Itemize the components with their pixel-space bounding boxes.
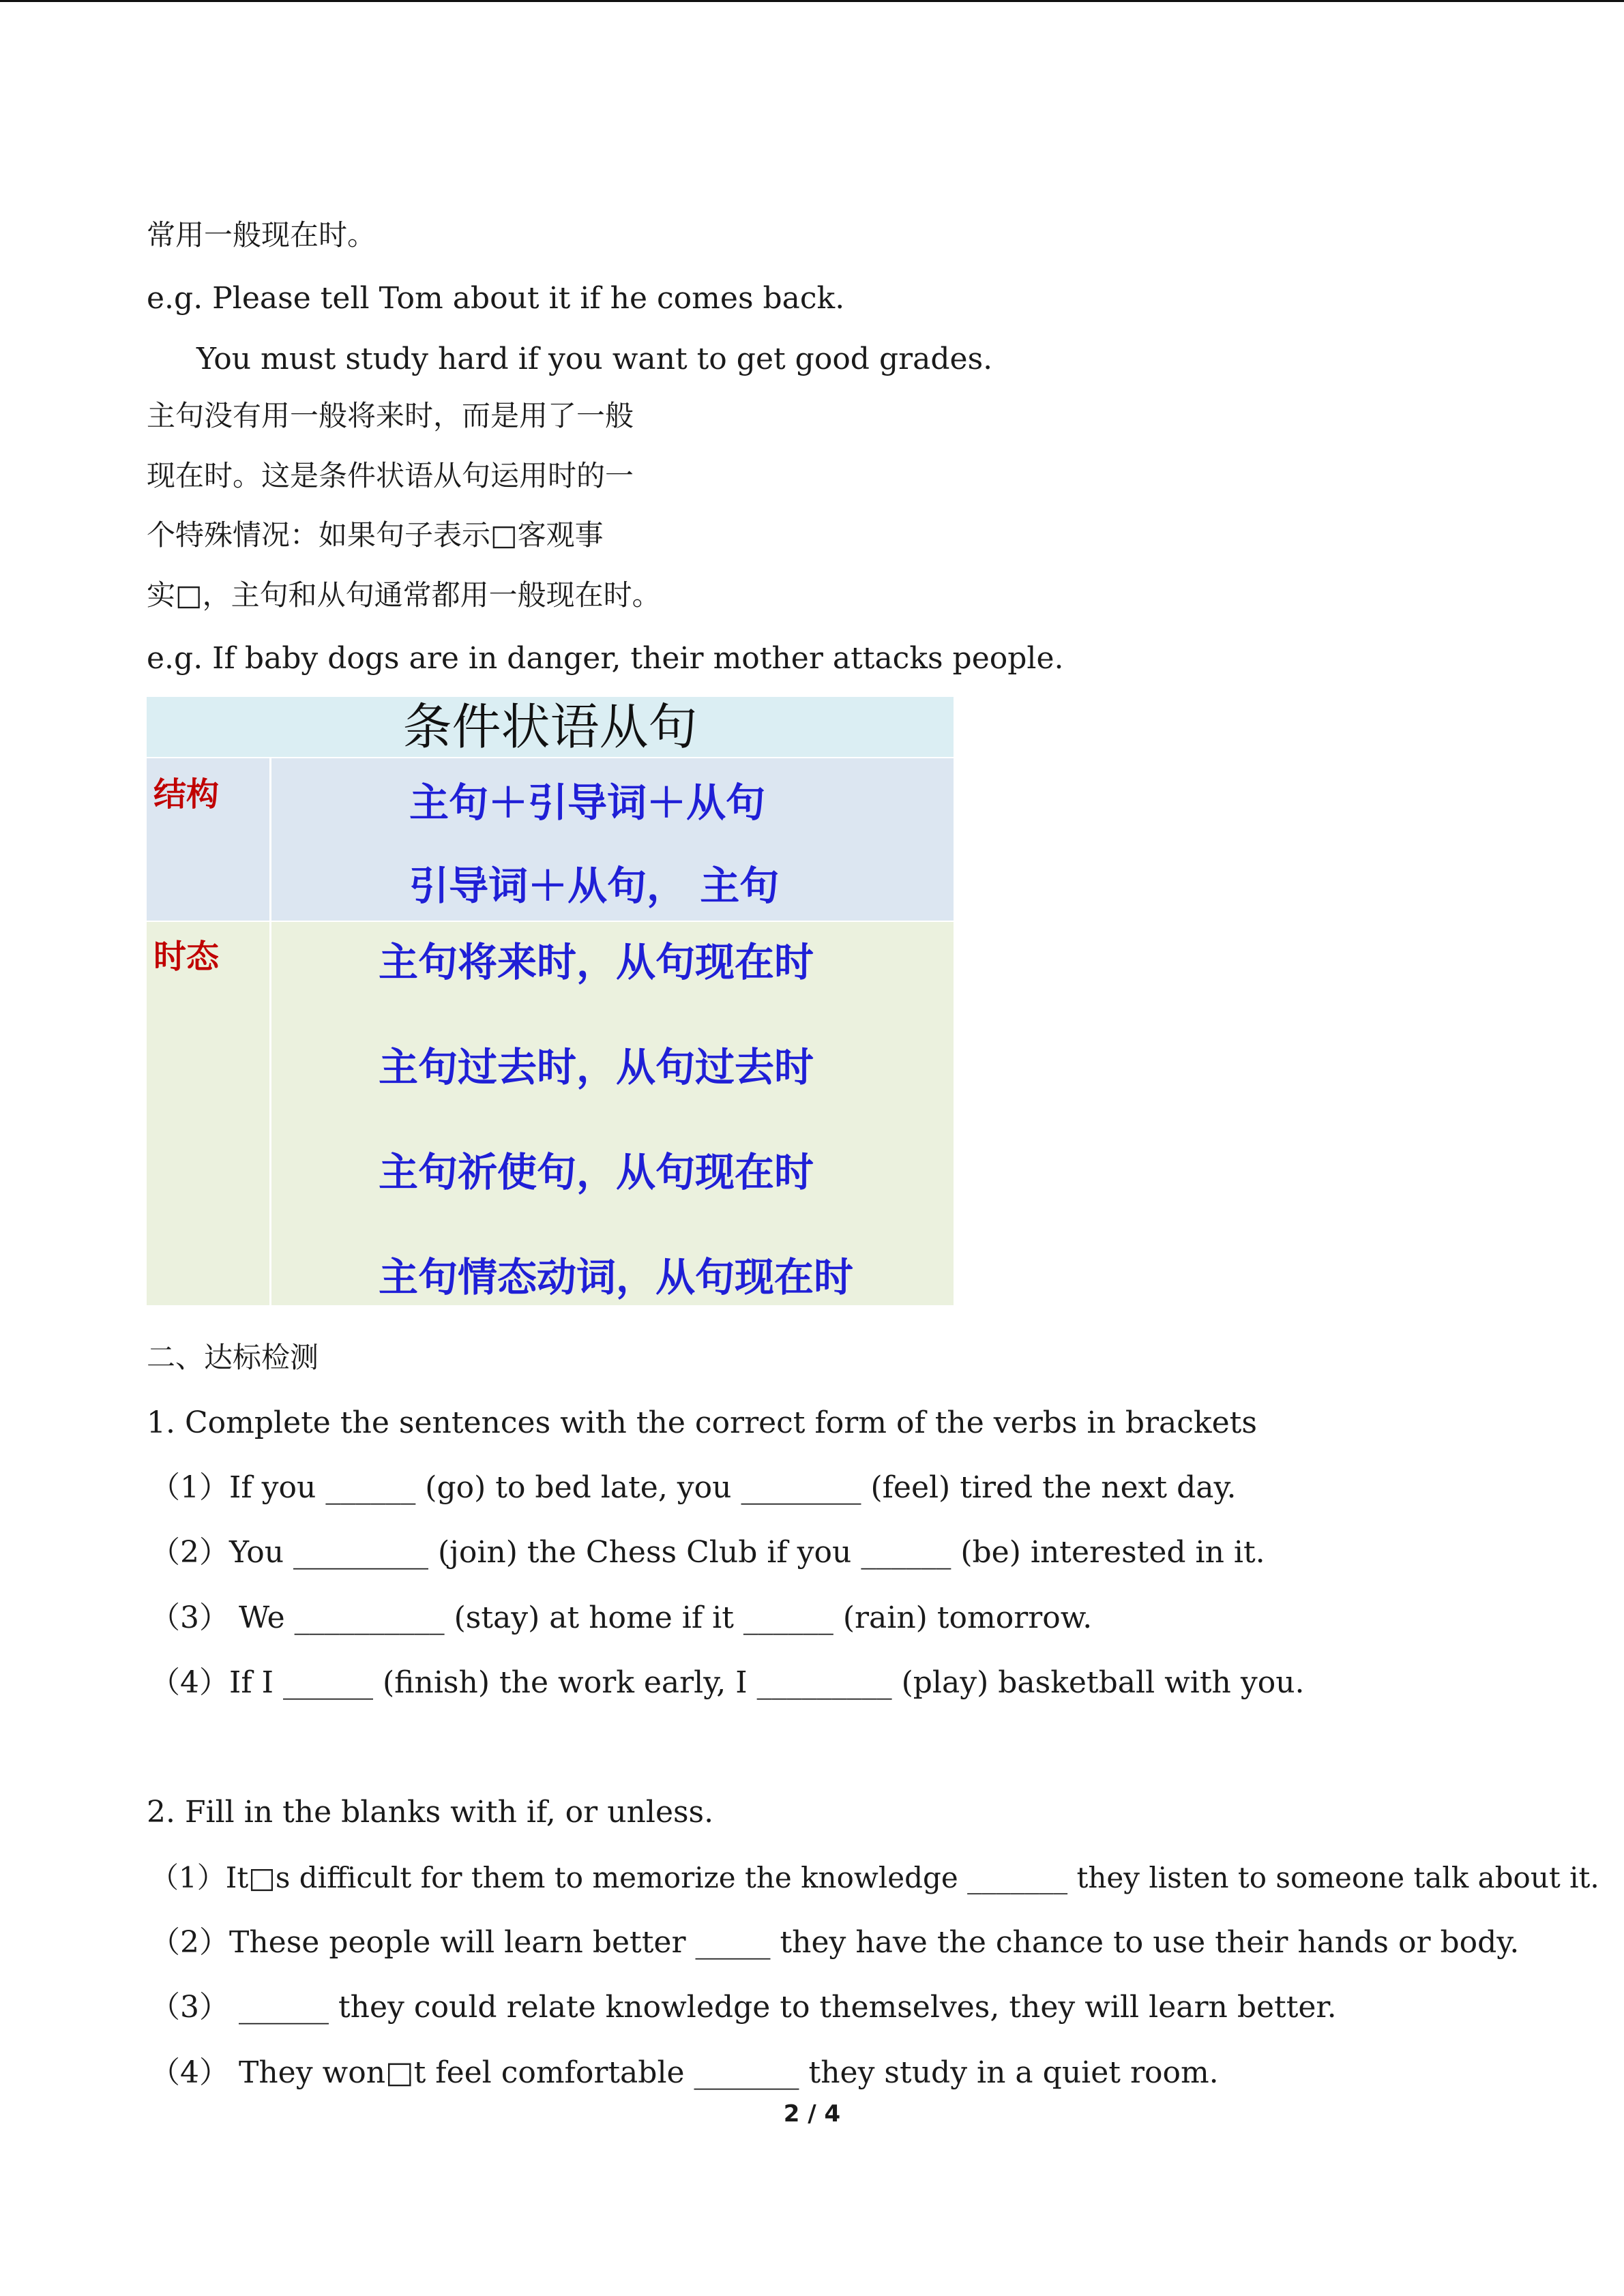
question-item: （3） ______ they could relate knowledge to themselves, they will learn better. bbox=[150, 1990, 1337, 2025]
question-title: 1. Complete the sentences with the correct form of the verbs in brackets bbox=[147, 1405, 1257, 1440]
question-item: （2）You _________ (join) the Chess Club if you ______ (be) interested in it. bbox=[150, 1535, 1265, 1570]
table-title: 条件状语从句 bbox=[147, 697, 954, 757]
section-heading: 二、达标检测 bbox=[147, 1341, 319, 1374]
page-number: 2 / 4 bbox=[783, 2100, 841, 2128]
grammar-table bbox=[147, 697, 954, 1305]
example-line: You must study hard if you want to get good grades. bbox=[196, 342, 993, 376]
text-line: 个特殊情况：如果句子表示□客观事 bbox=[147, 518, 604, 552]
text-line: 主句没有用一般将来时，而是用了一般 bbox=[147, 399, 634, 432]
structure-item: 引导词＋从句， 主句 bbox=[409, 863, 780, 909]
text-line: 实□，主句和从句通常都用一般现在时。 bbox=[147, 578, 661, 612]
structure-label: 结构 bbox=[153, 775, 220, 814]
example-line: e.g. Please tell Tom about it if he comes back. bbox=[147, 281, 845, 316]
question-item: （4） They won□t feel comfortable _______ they study in a quiet room. bbox=[150, 2055, 1219, 2090]
question-item: （1）If you ______ (go) to bed late, you ________ (feel) tired the next day. bbox=[150, 1470, 1237, 1505]
question-item: （1）It□s difficult for them to memorize the knowledge _______ they listen to someone talk about it. bbox=[150, 1861, 1599, 1894]
tense-row bbox=[147, 922, 954, 1305]
tense-item: 主句祈使句，从句现在时 bbox=[379, 1149, 814, 1195]
text-line: 现在时。这是条件状语从句运用时的一 bbox=[147, 459, 634, 492]
question-item: （4）If I ______ (finish) the work early, I _________ (play) basketball with you. bbox=[150, 1665, 1305, 1700]
question-title: 2. Fill in the blanks with if, or unless. bbox=[147, 1795, 714, 1830]
text-line: 常用一般现在时。 bbox=[147, 218, 377, 252]
tense-item: 主句过去时，从句过去时 bbox=[379, 1044, 814, 1090]
example-line: e.g. If baby dogs are in danger, their mother attacks people. bbox=[147, 641, 1064, 676]
tense-item: 主句情态动词，从句现在时 bbox=[379, 1254, 854, 1300]
structure-row bbox=[147, 758, 954, 921]
structure-item: 主句＋引导词＋从句 bbox=[409, 779, 766, 826]
tense-label: 时态 bbox=[153, 938, 220, 976]
question-item: （2）These people will learn better _____ they have the chance to use their hands or body. bbox=[150, 1925, 1520, 1960]
tense-item: 主句将来时，从句现在时 bbox=[379, 939, 814, 985]
top-border bbox=[0, 0, 1624, 2]
question-item: （3） We __________ (stay) at home if it ______ (rain) tomorrow. bbox=[150, 1600, 1093, 1635]
column-divider bbox=[269, 758, 271, 1305]
